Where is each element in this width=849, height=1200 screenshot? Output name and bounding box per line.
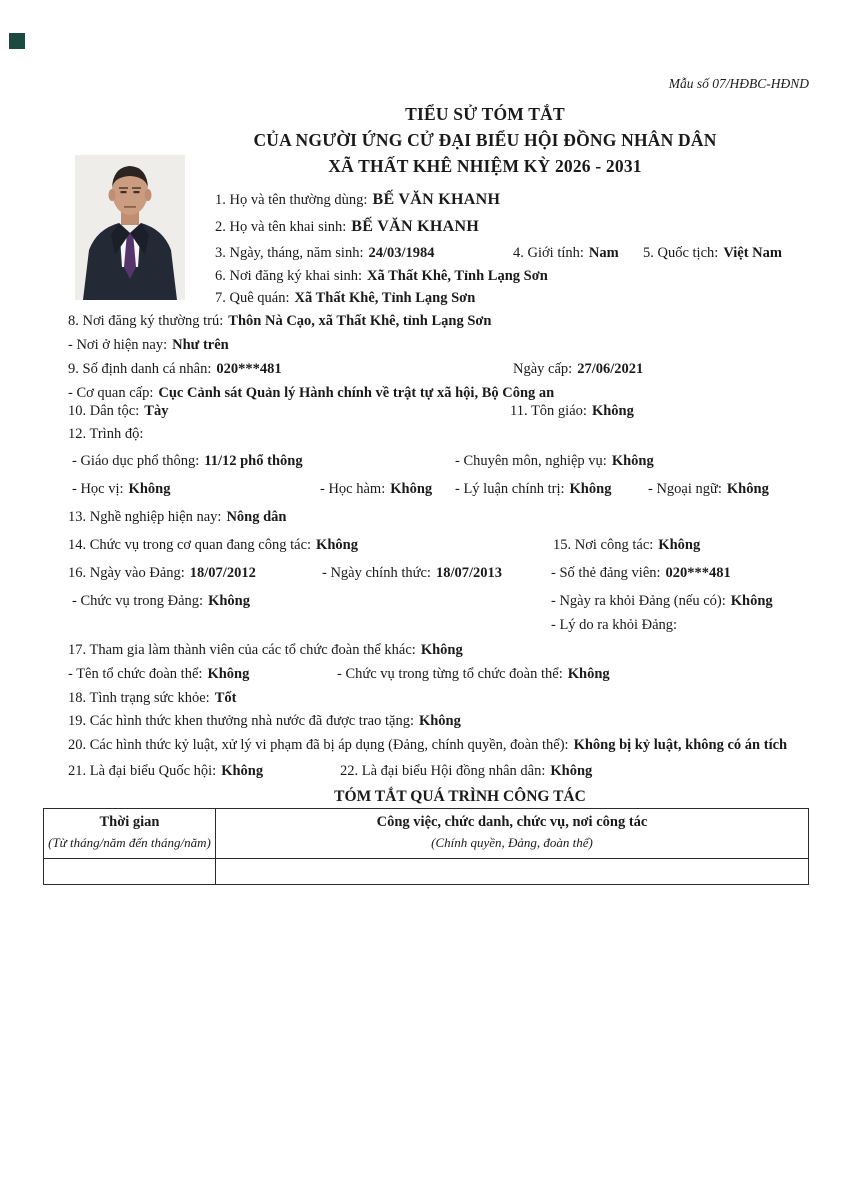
field-party-card-number — [551, 565, 731, 582]
field-label: 4. Giới tính: — [513, 245, 584, 261]
form-number: Mẫu số 07/HĐBC-HĐND — [668, 76, 809, 91]
field-value: Không — [591, 403, 634, 419]
field-value: BẾ VĂN KHANH — [372, 191, 501, 208]
field-ethnicity — [68, 403, 168, 420]
field-party-position — [72, 593, 250, 610]
field-value: Không — [726, 481, 769, 497]
field-position-at-work — [68, 537, 358, 554]
field-health-status — [68, 690, 236, 707]
field-birth-date — [215, 245, 435, 262]
field-party-official-date — [322, 565, 502, 582]
field-label: 15. Nơi công tác: — [553, 537, 654, 553]
cell-work — [216, 859, 809, 885]
field-label: 21. Là đại biểu Quốc hội: — [68, 763, 217, 779]
field-current-residence — [68, 337, 229, 354]
field-value: Không — [390, 481, 433, 497]
field-value: Không bị kỷ luật, không có án tích — [573, 737, 788, 753]
column-header-time — [44, 809, 216, 859]
field-value: Không — [208, 593, 251, 609]
field-value: Tày — [144, 403, 169, 419]
column-header-work-main: Công việc, chức danh, chức vụ, nơi công tác — [376, 814, 648, 830]
field-disciplinary-record — [68, 737, 787, 754]
field-label: - Chức vụ trong từng tổ chức đoàn thể: — [337, 666, 563, 682]
field-value: 24/03/1984 — [368, 245, 435, 261]
field-value: Không — [207, 666, 250, 682]
table-header-row — [44, 809, 809, 859]
field-value: Không — [567, 666, 610, 682]
field-value: 11/12 phổ thông — [204, 453, 303, 469]
field-value: 18/07/2013 — [435, 565, 502, 581]
field-label: - Giáo dục phổ thông: — [72, 453, 200, 469]
field-peoples-council-member — [340, 763, 592, 780]
field-professional-education — [455, 453, 654, 470]
field-value: Tốt — [214, 690, 237, 706]
field-national-assembly-member — [68, 763, 263, 780]
field-nationality — [643, 245, 782, 262]
title-line-2: CỦA NGƯỜI ỨNG CỬ ĐẠI BIỂU HỘI ĐỒNG NHÂN DÂN — [253, 130, 717, 150]
portrait-illustration — [75, 155, 185, 300]
column-header-work-sub: (Chính quyền, Đảng, đoàn thể) — [431, 835, 593, 850]
field-organization-position — [337, 666, 610, 683]
field-political-theory — [455, 481, 611, 498]
field-label: 10. Dân tộc: — [68, 403, 140, 419]
field-label: - Ngày chính thức: — [322, 565, 431, 581]
field-value: 18/07/2012 — [189, 565, 256, 581]
field-label: 1. Họ và tên thường dùng: — [215, 192, 368, 208]
field-occupation — [68, 509, 286, 526]
title-line-1: TIỂU SỬ TÓM TẮT — [405, 104, 565, 124]
field-label: - Ngày ra khỏi Đảng (nếu có): — [551, 593, 726, 609]
field-id-number — [68, 361, 282, 378]
field-value: Không — [221, 763, 264, 779]
document-title — [110, 101, 849, 179]
field-birth-name — [215, 218, 479, 236]
field-value: Không — [611, 453, 654, 469]
field-label: 12. Trình độ: — [68, 426, 144, 442]
field-label: - Ngoại ngữ: — [648, 481, 722, 497]
field-general-education — [72, 453, 303, 470]
field-label: 9. Số định danh cá nhân: — [68, 361, 212, 377]
field-id-issuer — [68, 385, 554, 402]
field-label: - Cơ quan cấp: — [68, 385, 154, 401]
field-value: 020***481 — [665, 565, 731, 581]
field-hometown — [215, 290, 475, 307]
field-value: 27/06/2021 — [577, 361, 644, 377]
field-value: Cục Cảnh sát Quản lý Hành chính về trật tự xã hội, Bộ Công an — [158, 385, 555, 401]
field-value: Nam — [588, 245, 619, 261]
field-value: Không — [658, 537, 701, 553]
field-label: - Học hàm: — [320, 481, 386, 497]
field-value: Nông dân — [226, 509, 287, 525]
field-other-organizations — [68, 642, 463, 659]
field-label: 7. Quê quán: — [215, 290, 290, 306]
field-label: - Số thẻ đảng viên: — [551, 565, 661, 581]
field-id-issue-date — [513, 361, 643, 378]
work-history-table — [43, 808, 809, 885]
field-value: 020***481 — [216, 361, 282, 377]
cell-time — [44, 859, 216, 885]
column-header-time-sub: (Từ tháng/năm đến tháng/năm) — [48, 835, 211, 850]
field-value: Không — [569, 481, 612, 497]
field-label: 16. Ngày vào Đảng: — [68, 565, 185, 581]
field-label: - Học vị: — [72, 481, 124, 497]
field-value: Xã Thất Khê, Tỉnh Lạng Sơn — [294, 290, 476, 306]
field-value: Việt Nam — [723, 245, 782, 261]
scan-mark-square — [9, 33, 25, 49]
field-academic-degree — [72, 481, 170, 498]
field-value: BẾ VĂN KHANH — [351, 218, 480, 235]
field-value: Không — [128, 481, 171, 497]
field-organization-name — [68, 666, 249, 683]
field-label: 19. Các hình thức khen thưởng nhà nước đã được trao tặng: — [68, 713, 414, 729]
field-workplace — [553, 537, 700, 554]
field-label: 2. Họ và tên khai sinh: — [215, 219, 347, 235]
field-religion — [510, 403, 634, 420]
field-label: 18. Tình trạng sức khỏe: — [68, 690, 210, 706]
field-label: 6. Nơi đăng ký khai sinh: — [215, 268, 363, 284]
field-label: - Chức vụ trong Đảng: — [72, 593, 204, 609]
field-label: 3. Ngày, tháng, năm sinh: — [215, 245, 364, 261]
field-education-heading — [68, 426, 143, 443]
field-label: - Nơi ở hiện nay: — [68, 337, 168, 353]
field-awards — [68, 713, 461, 730]
field-academic-title — [320, 481, 432, 498]
field-gender — [513, 245, 619, 262]
field-party-leave-date — [551, 593, 773, 610]
field-permanent-residence — [68, 313, 492, 330]
field-value: Không — [550, 763, 593, 779]
field-label: - Lý do ra khỏi Đảng: — [551, 617, 678, 633]
field-value: Như trên — [172, 337, 229, 353]
column-header-work — [216, 809, 809, 859]
field-party-join-date — [68, 565, 256, 582]
field-label: 22. Là đại biểu Hội đồng nhân dân: — [340, 763, 546, 779]
field-value: Xã Thất Khê, Tỉnh Lạng Sơn — [367, 268, 548, 284]
field-birth-registration-place — [215, 268, 548, 285]
title-line-3: XÃ THẤT KHÊ NHIỆM KỲ 2026 - 2031 — [328, 156, 642, 176]
candidate-photo — [75, 155, 185, 300]
work-history-title: TÓM TẮT QUÁ TRÌNH CÔNG TÁC — [334, 788, 586, 805]
field-label: 20. Các hình thức kỷ luật, xử lý vi phạm đã bị áp dụng (Đảng, chính quyền, đoàn thể): — [68, 737, 569, 753]
field-label: 8. Nơi đăng ký thường trú: — [68, 313, 224, 329]
field-label: - Chuyên môn, nghiệp vụ: — [455, 453, 607, 469]
field-common-name — [215, 191, 500, 209]
field-value: Không — [730, 593, 773, 609]
field-value: Không — [316, 537, 358, 553]
field-foreign-language — [648, 481, 769, 498]
field-label: Ngày cấp: — [513, 361, 573, 377]
column-header-time-main: Thời gian — [99, 814, 160, 830]
field-value: Không — [420, 642, 463, 658]
field-label: 17. Tham gia làm thành viên của các tổ chức đoàn thể khác: — [68, 642, 416, 658]
field-label: 13. Nghề nghiệp hiện nay: — [68, 509, 222, 525]
field-label: - Tên tổ chức đoàn thể: — [68, 666, 203, 682]
field-label: - Lý luận chính trị: — [455, 481, 565, 497]
field-label: 14. Chức vụ trong cơ quan đang công tác: — [68, 537, 312, 553]
field-value: Không — [418, 713, 461, 729]
field-party-leave-reason — [551, 617, 677, 634]
field-label: 11. Tôn giáo: — [510, 403, 587, 419]
field-value: Thôn Nà Cạo, xã Thất Khê, tỉnh Lạng Sơn — [228, 313, 492, 329]
table-row — [44, 859, 809, 885]
field-label: 5. Quốc tịch: — [643, 245, 719, 261]
